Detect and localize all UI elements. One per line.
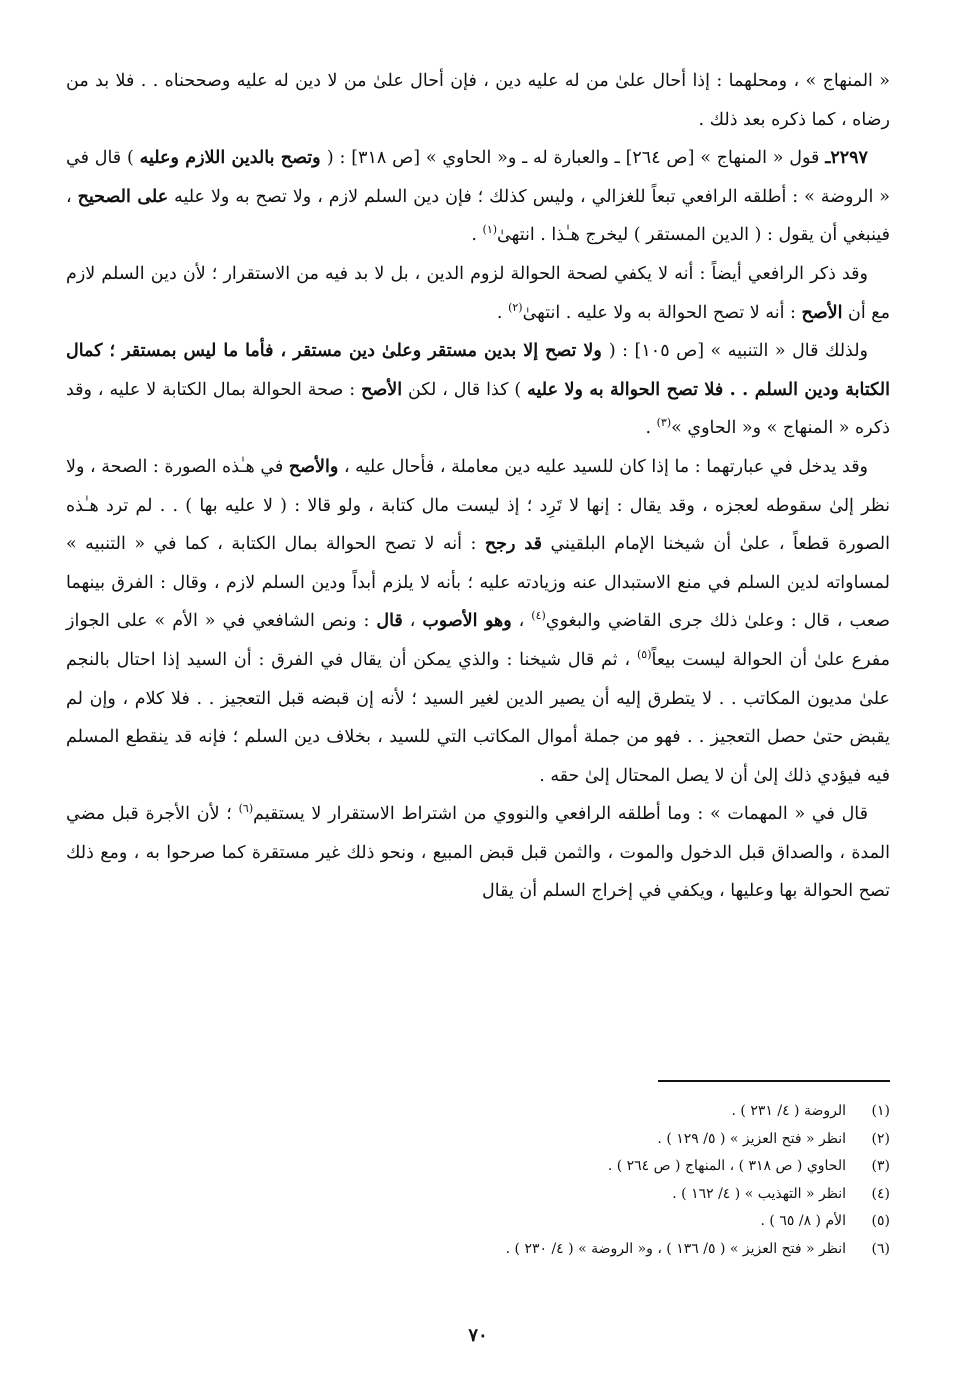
- main-text: [66, 62, 890, 1062]
- footnote-1: [66, 1098, 890, 1126]
- text-run: : ونص الشافعي في « الأم » على الجواز مفرع علىٰ أن الحوالة ليست بيعاً: [66, 611, 890, 670]
- text-run: ،: [511, 611, 532, 632]
- footnote-text: الأم ( ٨/ ٦٥ ) .: [760, 1213, 846, 1230]
- text-run: ) قال في « الروضة » : أطلقه الرافعي تبعاً للغزالي ، وليس كذلك ؛ فإن دين السلم لازم ، ولا تصح به ولا عليه: [66, 148, 890, 207]
- text-run: .: [496, 302, 509, 323]
- text-run: .: [645, 418, 657, 439]
- text-run: : أنه لا تصح الحوالة به ولا عليه . انتهىٰ: [522, 302, 802, 323]
- footnote-ref-1[interactable]: (١): [482, 223, 498, 237]
- footnote-ref-5[interactable]: (٥): [636, 648, 652, 662]
- paragraph-6: [66, 795, 890, 911]
- bold-term: قد رجح: [484, 534, 542, 555]
- page-number: ٧٠: [468, 1325, 488, 1346]
- text-run: : صحة الحوالة بمال الكتابة لا عليه ، وقد ذكره « المنهاج » و« الحاوي »: [66, 379, 890, 439]
- quoted-text: ولا تصح إلا بدين مستقر وعلىٰ دين مستقر ، فأما ما ليس بمستقر ؛ كمال الكتابة ودين السلم . . فلا تصح الحوالة به ولا عليه: [66, 341, 891, 400]
- paragraph-2: [66, 139, 890, 255]
- text-run: ) كذا قال ، لكن: [402, 379, 528, 400]
- text-run: وقد يدخل في عبارتهما : ما إذا كان للسيد عليه دين معاملة ، فأحال عليه ،: [338, 456, 869, 477]
- text-run: قال في « المهمات » : وما أطلقه الرافعي والنووي من اشتراط الاستقرار لا يستقيم: [253, 804, 868, 825]
- text-run: ولذلك قال « التنبيه » [ص ١٠٥] : (: [608, 341, 869, 362]
- text-run: : أنه لا تصح الحوالة بمال الكتابة ، كما في « التنبيه » لمساواته لدين السلم في منع الاستبدال عنه وزيادته عليه ؛ بأنه لا يلزم أبداً ودين السلم لازم ، وقال : الفرق بينهما صعب ، قال : وعلىٰ ذلك جرى القاضي والبغوي: [66, 534, 890, 632]
- footnote-number: (٤): [871, 1185, 890, 1202]
- text-run: قول « المنهاج » [ص ٢٦٤] ـ والعبارة له ـ و« الحاوي » [ص ٣١٨] : (: [326, 148, 826, 169]
- footnote-text: انظر « التهذيب » ( ٤/ ١٦٢ ) .: [672, 1185, 846, 1202]
- footnotes: [66, 1098, 890, 1264]
- footnote-text: انظر « فتح العزيز » ( ٥/ ١٢٩ ) .: [657, 1130, 846, 1147]
- footnote-2: [66, 1126, 890, 1154]
- paragraph-3: [66, 255, 890, 332]
- paragraph-1-text: « المنهاج » ، ومحلهما : إذا أحال علىٰ من له عليه دين ، فإن أحال علىٰ من لا دين له عليه وصححناه . . فلا بد من رضاه ، كما ذكره بعد ذلك .: [66, 71, 890, 130]
- text-run: ، فينبغي أن يقول : ( الدين المستقر ) ليخرج هـٰذا . انتهىٰ: [66, 186, 890, 246]
- footnote-ref-3[interactable]: (٣): [656, 416, 672, 430]
- footnote-number: (٣): [871, 1158, 890, 1175]
- paragraph-5: [66, 448, 890, 795]
- footnote-5: [66, 1208, 890, 1236]
- footnote-separator: [658, 1080, 890, 1082]
- footnote-number: (٦): [871, 1240, 890, 1257]
- bold-term: والأصح: [288, 456, 339, 477]
- footnote-number: (٥): [871, 1213, 890, 1230]
- text-run: في هـٰذه الصورة : الصحة ، ولا نظر إلىٰ سقوطه لعجزه ، وقد يقال : إنها لا تَرِد ؛ إذ ليست مال كتابة ، ولو قالا : ( لا عليه بها ) . . لم ترد هـٰذه الصورة قطعاً ، علىٰ أن شيخنا الإمام البلقيني: [66, 456, 890, 555]
- bold-term: وهو الأصوب: [422, 611, 512, 632]
- footnote-ref-6[interactable]: (٦): [238, 802, 254, 816]
- text-run: وقد ذكر الرافعي أيضاً : أنه لا يكفي لصحة الحوالة لزوم الدين ، بل لا بد فيه من الاستقرار ؛ لأن دين السلم لازم مع أن: [66, 263, 890, 323]
- bold-term: قال: [376, 611, 403, 632]
- footnote-text: الحاوي ( ص ٣١٨ ) ، المنهاج ( ص ٢٦٤ ) .: [607, 1158, 846, 1175]
- footnote-ref-4[interactable]: (٤): [531, 609, 546, 623]
- text-run: .: [471, 225, 483, 246]
- text-run: ؛ لأن الأجرة قبل مضي المدة ، والصداق قبل الدخول والموت ، والثمن قبل قبض المبيع ، ونحو ذلك غير مستقرة كما صرحوا به ، ومع ذلك تصح الحوالة بها وعليها ، ويكفي في إخراج السلم أن يقال: [66, 804, 890, 902]
- bold-term: الأصح: [361, 379, 403, 400]
- paragraph-1: [66, 62, 890, 139]
- footnote-text: الروضة ( ٤/ ٢٣١ ) .: [731, 1103, 846, 1119]
- paragraph-4: [66, 332, 890, 448]
- footnote-number: (١): [871, 1103, 890, 1119]
- text-run: ، ثم قال شيخنا : والذي يمكن أن يقال في الفرق : أن السيد إذا احتال بالنجم علىٰ مديون المكاتب . . لا يتطرق إليه أن يصير الدين لغير السيد ؛ لأنه إن قبضه قبل التعجيز . . فلا كلام ، وإن لم يقبض حتىٰ حصل التعجيز . . فهو من جملة أموال المكاتب التي للسيد ، بخلاف دين السلم ؛ فإنه قد ينقطع المسلم فيه فيؤدي ذلك إلىٰ أن لا يصل المحتال إلىٰ حقه .: [66, 649, 890, 786]
- footnote-ref-2[interactable]: (٢): [508, 300, 523, 314]
- footnote-3: [66, 1153, 890, 1181]
- quoted-text: وتصح بالدين اللازم وعليه: [139, 148, 327, 169]
- bold-term: على الصحيح: [77, 186, 169, 207]
- footnote-number: (٢): [871, 1130, 890, 1147]
- text-run: ،: [402, 611, 423, 632]
- entry-number: ٢٢٩٧ـ: [825, 148, 868, 169]
- footnote-4: [66, 1181, 890, 1209]
- bold-term: الأصح: [801, 302, 843, 323]
- footnote-6: [66, 1236, 890, 1264]
- footnote-text: انظر « فتح العزيز » ( ٥/ ١٣٦ ) ، و« الروضة » ( ٤/ ٢٣٠ ) .: [505, 1240, 846, 1257]
